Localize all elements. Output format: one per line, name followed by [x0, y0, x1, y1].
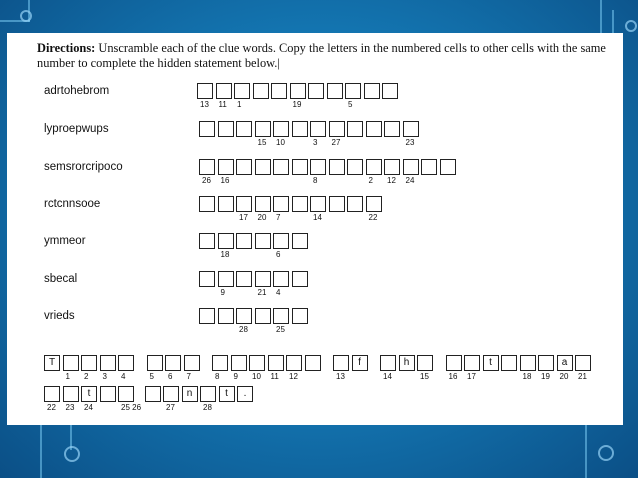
answer-cell[interactable] — [218, 121, 234, 137]
cell-number: 21 — [257, 288, 267, 297]
statement-cell[interactable] — [380, 355, 396, 371]
statement-cell[interactable]: . — [237, 386, 253, 402]
answer-cell[interactable] — [329, 196, 345, 212]
cell-number: 19 — [292, 100, 302, 109]
cell-number: 24 — [84, 403, 93, 412]
answer-cell[interactable] — [382, 83, 398, 99]
answer-cell[interactable] — [218, 196, 234, 212]
cell-number: 8 — [313, 176, 318, 185]
answer-cell[interactable] — [327, 83, 343, 99]
row1-word-group — [147, 355, 203, 371]
statement-cell[interactable]: n — [182, 386, 198, 402]
answer-cell[interactable] — [255, 159, 271, 175]
answer-cell[interactable] — [199, 271, 215, 287]
cell-number: 14 — [313, 213, 322, 222]
directions-label: Directions: — [37, 41, 96, 55]
answer-cell[interactable] — [199, 196, 215, 212]
decor-circle — [64, 446, 80, 462]
statement-cell[interactable]: h — [399, 355, 415, 371]
cell-number: 1 — [65, 372, 70, 381]
cell-number: 15 — [257, 138, 267, 147]
statement-cell[interactable] — [286, 355, 302, 371]
cell-number: 28 — [239, 325, 248, 334]
answer-cell[interactable] — [384, 159, 400, 175]
statement-cell[interactable] — [446, 355, 462, 371]
answer-cell[interactable] — [273, 233, 289, 249]
clue-answer-row — [199, 196, 384, 212]
cell-number: 6 — [276, 250, 281, 259]
cell-number: 12 — [387, 176, 396, 185]
answer-cell[interactable] — [273, 271, 289, 287]
row1-word-group — [446, 355, 594, 371]
cell-number: 4 — [276, 288, 281, 297]
answer-cell[interactable] — [384, 121, 400, 137]
statement-cell[interactable] — [63, 386, 79, 402]
answer-cell[interactable] — [403, 121, 419, 137]
answer-cell[interactable] — [329, 159, 345, 175]
clue-answer-row — [199, 308, 310, 324]
statement-cell[interactable] — [44, 386, 60, 402]
answer-cell[interactable] — [292, 121, 308, 137]
decor-circle — [20, 10, 32, 22]
clue-word: ymmeor — [44, 235, 86, 247]
cell-number: 7 — [186, 372, 191, 381]
answer-cell[interactable] — [218, 159, 234, 175]
statement-cell[interactable] — [417, 355, 433, 371]
row1-word-group — [333, 355, 370, 371]
cell-number: 26 — [202, 176, 211, 185]
cell-number: 16 — [220, 176, 230, 185]
statement-cell[interactable]: t — [219, 386, 235, 402]
decor-line — [585, 425, 587, 478]
answer-cell[interactable] — [329, 121, 345, 137]
statement-cell[interactable]: t — [81, 386, 97, 402]
answer-cell[interactable] — [421, 159, 437, 175]
answer-cell[interactable] — [366, 196, 382, 212]
cell-number: 3 — [313, 138, 318, 147]
statement-cell[interactable] — [163, 386, 179, 402]
answer-cell[interactable] — [255, 308, 271, 324]
statement-cell[interactable] — [249, 355, 265, 371]
cell-number: 8 — [215, 372, 220, 381]
clue-word: semsrorcripoco — [44, 161, 123, 173]
answer-cell[interactable] — [234, 83, 250, 99]
answer-cell[interactable] — [310, 196, 326, 212]
cell-number: 12 — [289, 372, 298, 381]
cell-number: 27 — [331, 138, 341, 147]
cell-number: 25 26 — [121, 403, 142, 412]
answer-cell[interactable] — [310, 121, 326, 137]
answer-cell[interactable] — [292, 271, 308, 287]
cell-number: 19 — [541, 372, 550, 381]
cell-number: 3 — [102, 372, 107, 381]
row1-word-group — [212, 355, 323, 371]
clue-answer-row — [197, 83, 401, 99]
answer-cell[interactable] — [273, 196, 289, 212]
answer-cell[interactable] — [345, 83, 361, 99]
decor-line — [40, 425, 42, 478]
cell-number: 24 — [405, 176, 415, 185]
answer-cell[interactable] — [216, 83, 232, 99]
answer-cell[interactable] — [347, 159, 363, 175]
directions-body: Unscramble each of the clue words. Copy the letters in the numbered cells to other cells with the same number to complete the hidden statement below.| — [37, 41, 606, 70]
answer-cell[interactable] — [308, 83, 324, 99]
answer-cell[interactable] — [292, 159, 308, 175]
cell-number: 11 — [270, 372, 279, 381]
cell-number: 28 — [203, 403, 212, 412]
answer-cell[interactable] — [403, 159, 419, 175]
cell-number: 7 — [276, 213, 281, 222]
answer-cell[interactable] — [366, 121, 382, 137]
cell-number: 5 — [348, 100, 353, 109]
decor-circle — [598, 445, 614, 461]
statement-cell[interactable] — [538, 355, 554, 371]
cell-number: 10 — [276, 138, 285, 147]
answer-cell[interactable] — [236, 308, 252, 324]
answer-cell[interactable] — [347, 196, 363, 212]
answer-cell[interactable] — [255, 233, 271, 249]
statement-cell[interactable]: f — [352, 355, 368, 371]
directions-text — [37, 41, 609, 71]
answer-cell[interactable] — [271, 83, 287, 99]
answer-cell[interactable] — [364, 83, 380, 99]
clue-word: vrieds — [44, 310, 75, 322]
answer-cell[interactable] — [236, 271, 252, 287]
answer-cell[interactable] — [199, 233, 215, 249]
statement-cell[interactable] — [165, 355, 181, 371]
statement-cell[interactable]: t — [483, 355, 499, 371]
statement-cell[interactable]: T — [44, 355, 60, 371]
cell-number: 18 — [220, 250, 230, 259]
answer-cell[interactable] — [255, 121, 271, 137]
clue-answer-row — [199, 159, 458, 175]
answer-cell[interactable] — [310, 159, 326, 175]
cell-number: 11 — [218, 100, 227, 109]
answer-cell[interactable] — [199, 308, 215, 324]
statement-cell[interactable] — [575, 355, 591, 371]
cell-number: 13 — [200, 100, 209, 109]
answer-cell[interactable] — [199, 121, 215, 137]
statement-cell[interactable] — [81, 355, 97, 371]
cell-number: 21 — [578, 372, 587, 381]
statement-cell[interactable] — [200, 386, 216, 402]
cell-number: 20 — [257, 213, 267, 222]
cell-number: 20 — [559, 372, 569, 381]
answer-cell[interactable] — [236, 159, 252, 175]
cell-number: 1 — [237, 100, 242, 109]
answer-cell[interactable] — [218, 308, 234, 324]
decor-circle — [625, 20, 637, 32]
answer-cell[interactable] — [273, 308, 289, 324]
cell-number: 4 — [121, 372, 126, 381]
cell-number: 9 — [233, 372, 238, 381]
row1-word-group — [44, 355, 137, 371]
cell-number: 17 — [239, 213, 248, 222]
answer-cell[interactable] — [347, 121, 363, 137]
cell-number: 2 — [368, 176, 373, 185]
statement-cell[interactable] — [100, 386, 116, 402]
statement-cell[interactable] — [305, 355, 321, 371]
clue-word: sbecal — [44, 273, 78, 285]
answer-cell[interactable] — [253, 83, 269, 99]
cell-number: 22 — [368, 213, 378, 222]
row1-word-group — [380, 355, 436, 371]
cell-number: 18 — [522, 372, 532, 381]
statement-cell[interactable] — [184, 355, 200, 371]
answer-cell[interactable] — [255, 196, 271, 212]
statement-cell[interactable] — [118, 386, 134, 402]
answer-cell[interactable] — [292, 196, 308, 212]
answer-cell[interactable] — [292, 233, 308, 249]
statement-cell[interactable] — [100, 355, 116, 371]
clue-word: lyproepwups — [44, 123, 109, 135]
answer-cell[interactable] — [440, 159, 456, 175]
worksheet — [7, 33, 623, 425]
clue-answer-row — [199, 271, 310, 287]
answer-cell[interactable] — [273, 159, 289, 175]
answer-cell[interactable] — [197, 83, 213, 99]
statement-cell[interactable] — [147, 355, 163, 371]
cell-number: 14 — [383, 372, 392, 381]
cell-number: 25 — [276, 325, 285, 334]
cell-number: 10 — [252, 372, 261, 381]
cell-number: 15 — [420, 372, 429, 381]
cell-number: 16 — [448, 372, 458, 381]
answer-cell[interactable] — [290, 83, 306, 99]
answer-cell[interactable] — [236, 121, 252, 137]
clue-answer-row — [199, 233, 310, 249]
answer-cell[interactable] — [218, 233, 234, 249]
clue-word: rctcnnsooe — [44, 198, 101, 210]
statement-cell[interactable] — [464, 355, 480, 371]
statement-cell[interactable] — [118, 355, 134, 371]
cell-number: 2 — [84, 372, 89, 381]
answer-cell[interactable] — [236, 233, 252, 249]
clue-answer-row — [199, 121, 421, 137]
statement-cell[interactable] — [63, 355, 79, 371]
answer-cell[interactable] — [218, 271, 234, 287]
cell-number: 22 — [47, 403, 56, 412]
statement-cell[interactable]: a — [557, 355, 573, 371]
cell-number: 17 — [467, 372, 476, 381]
answer-cell[interactable] — [366, 159, 382, 175]
statement-cell[interactable] — [212, 355, 228, 371]
answer-cell[interactable] — [292, 308, 308, 324]
row2-word-group — [44, 386, 137, 402]
cell-number: 27 — [166, 403, 175, 412]
cell-number: 13 — [336, 372, 345, 381]
cell-number: 23 — [65, 403, 75, 412]
answer-cell[interactable] — [236, 196, 252, 212]
row2-word-group — [145, 386, 256, 402]
answer-cell[interactable] — [273, 121, 289, 137]
statement-cell[interactable] — [333, 355, 349, 371]
cell-number: 23 — [405, 138, 415, 147]
cell-number: 9 — [220, 288, 225, 297]
answer-cell[interactable] — [255, 271, 271, 287]
cell-number: 6 — [168, 372, 173, 381]
cell-number: 5 — [149, 372, 154, 381]
statement-cell[interactable] — [501, 355, 517, 371]
statement-cell[interactable] — [231, 355, 247, 371]
clue-word: adrtohebrom — [44, 85, 110, 97]
statement-cell[interactable] — [520, 355, 536, 371]
statement-cell[interactable] — [145, 386, 161, 402]
statement-cell[interactable] — [268, 355, 284, 371]
answer-cell[interactable] — [199, 159, 215, 175]
